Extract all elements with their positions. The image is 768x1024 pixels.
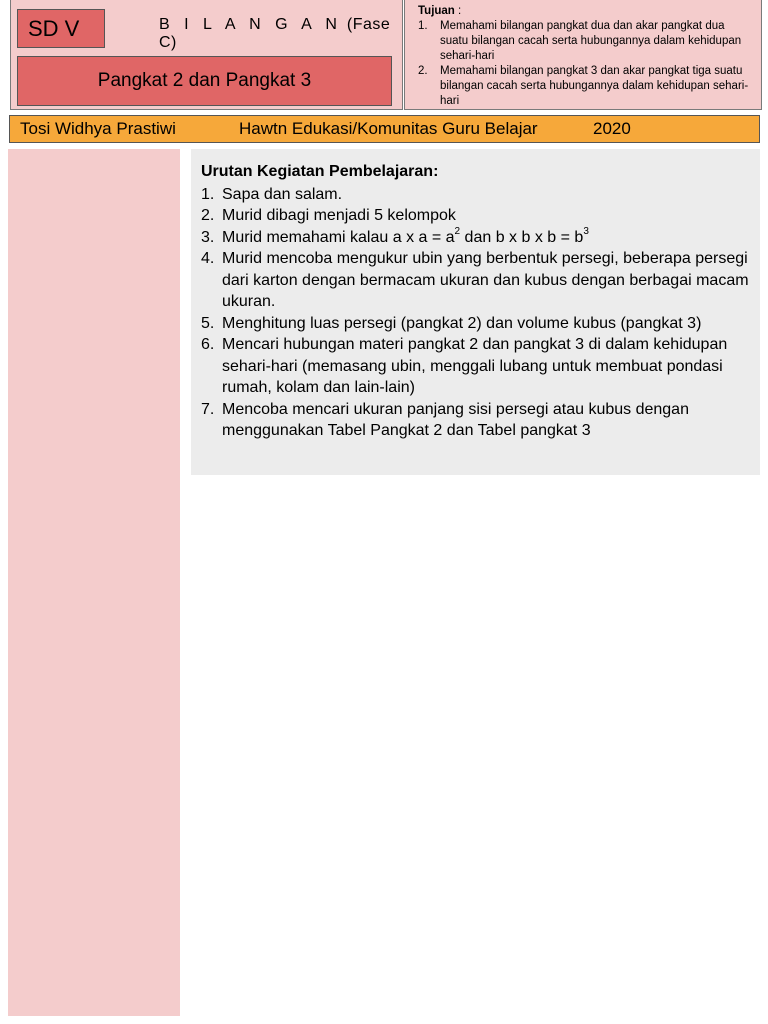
- author-name: Tosi Widhya Prastiwi: [20, 119, 176, 138]
- objective-number: 1.: [418, 20, 428, 32]
- exponent: 3: [583, 226, 589, 238]
- activity-text: Murid mencoba mengukur ubin yang berbentuk persegi, beberapa persegi dari karton dengan bermacam ukuran dan kubus dengan berbagai macam ukuran.: [222, 250, 749, 310]
- activity-text: Mencoba mencari ukuran panjang sisi persegi atau kubus dengan menggunakan Tabel Pangkat 2 dan Tabel pangkat 3: [222, 400, 689, 439]
- objective-text: Memahami bilangan pangkat 3 dan akar pangkat tiga suatu bilangan cacah serta hubungannya dalam kehidupan sehari-hari: [440, 65, 749, 107]
- activity-text: Menghitung luas persegi (pangkat 2) dan volume kubus (pangkat 3): [222, 314, 702, 332]
- activity-number: 6.: [201, 336, 215, 353]
- activity-text-part: dan b x b x b = b: [460, 228, 584, 246]
- objective-item: [418, 19, 753, 64]
- grade-label: SD V: [17, 9, 105, 48]
- activity-item: [201, 334, 750, 399]
- objective-text: Memahami bilangan pangkat dua dan akar pangkat dua suatu bilangan cacah serta hubungannya dalam kehidupan sehari-hari: [440, 20, 742, 62]
- activities-panel: [191, 149, 760, 475]
- objectives-colon: :: [454, 5, 462, 17]
- objective-number: 2.: [418, 65, 428, 77]
- activity-text: Sapa dan salam.: [222, 185, 343, 203]
- activity-item: [201, 184, 750, 206]
- year: 2020: [593, 119, 631, 138]
- activity-item: [201, 313, 750, 335]
- left-sidebar-panel: [8, 149, 180, 1016]
- activities-list: [201, 184, 750, 442]
- objectives-title: Tujuan: [418, 5, 455, 17]
- header-left-panel: [10, 0, 403, 110]
- activity-text-part: Murid memahami kalau a x a = a: [222, 228, 455, 246]
- author-bar: [9, 115, 760, 143]
- subject-phase: (Fase C): [159, 16, 391, 51]
- activity-text: Mencari hubungan materi pangkat 2 dan pangkat 3 di dalam kehidupan sehari-hari (memasang ubin, menggali lubang untuk membuat pondasi rumah, kolam dan lain-lain): [222, 336, 728, 396]
- activity-number: 5.: [201, 314, 215, 332]
- objectives-panel: [404, 0, 762, 110]
- objective-item: [418, 64, 753, 109]
- activity-number: 3.: [201, 228, 215, 246]
- objectives-list: [418, 19, 753, 109]
- activity-text: Murid dibagi menjadi 5 kelompok: [222, 207, 456, 224]
- activity-number: 7.: [201, 400, 215, 418]
- organization-name: Hawtn Edukasi/Komunitas Guru Belajar: [239, 119, 538, 138]
- topic-title: Pangkat 2 dan Pangkat 3: [17, 56, 392, 106]
- activity-number: 1.: [201, 185, 215, 203]
- subject-title: [159, 16, 402, 52]
- subject-name: B I L A N G A N: [159, 16, 342, 33]
- activities-title: Urutan Kegiatan Pembelajaran:: [201, 163, 439, 180]
- activity-item: [201, 227, 750, 249]
- activity-number: 2.: [201, 207, 215, 224]
- activity-item: [201, 248, 750, 313]
- objectives-heading: [418, 4, 753, 19]
- activity-item: [201, 399, 750, 442]
- activity-number: 4.: [201, 250, 215, 267]
- exponent: 2: [454, 226, 461, 238]
- activity-item: [201, 205, 750, 227]
